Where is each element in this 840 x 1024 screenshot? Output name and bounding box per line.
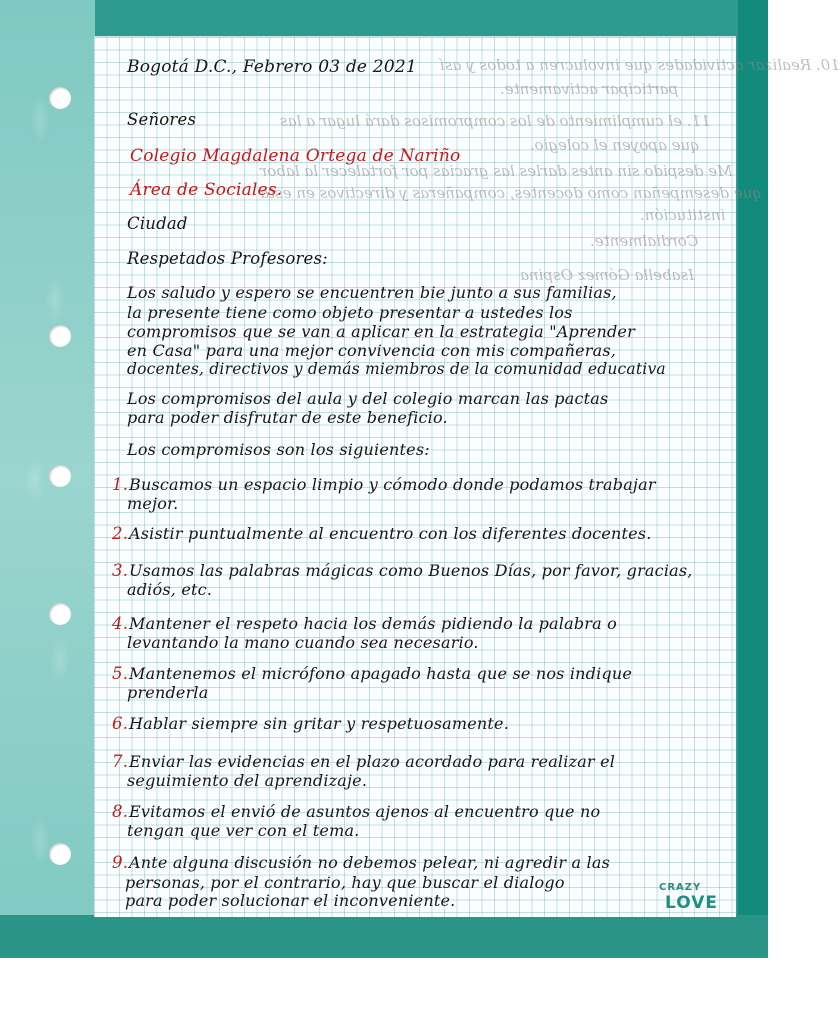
- binder-hole: [49, 325, 71, 347]
- letter-recipient-title: Señores: [127, 110, 197, 129]
- logo-line: LOVE: [665, 893, 718, 913]
- item-number: 3.: [112, 561, 129, 580]
- item-line: tengan que ver con el tema.: [127, 821, 360, 840]
- item-line: personas, por el contrario, hay que buscar el dialogo: [125, 873, 565, 892]
- intro-line: la presente tiene como objeto presentar a ustedes los: [127, 303, 573, 322]
- item-line: mejor.: [127, 494, 179, 513]
- pact-line: Los compromisos del aula y del colegio marcan las pactas: [127, 389, 609, 408]
- item-line: Mantenemos el micrófono apagado hasta que se nos indique: [129, 664, 633, 683]
- letter-city: Ciudad: [127, 214, 188, 233]
- item-line: Mantener el respeto hacia los demás pidiendo la palabra o: [129, 614, 617, 633]
- letter-school-name: Colegio Magdalena Ortega de Nariño: [130, 146, 461, 166]
- decorative-right-band: [738, 0, 768, 958]
- bleed-through-line: Cordialmente.: [590, 232, 699, 250]
- crazy-love-logo: [655, 880, 718, 918]
- bleed-through-line: Isabella Gómez Ospina: [520, 266, 695, 284]
- logo-line: CRAZY: [659, 882, 702, 893]
- item-line: Ante alguna discusión no debemos pelear, ni agredir a las: [129, 853, 611, 872]
- binder-hole: [49, 843, 71, 865]
- binder-hole: [49, 87, 71, 109]
- bleed-through-line: institución.: [640, 206, 726, 224]
- item-line: para poder solucionar el inconveniente.: [125, 891, 456, 910]
- item-number: 7.: [112, 752, 129, 771]
- pact-line: para poder disfrutar de este beneficio.: [127, 408, 448, 427]
- bleed-through-line: participar activamente.: [500, 80, 679, 98]
- intro-line: docentes, directivos y demás miembros de la comunidad educativa: [127, 360, 666, 378]
- item-line: Buscamos un espacio limpio y cómodo donde podamos trabajar: [129, 475, 656, 494]
- decorative-feather-band: [0, 0, 95, 958]
- letter-date: Bogotá D.C., Febrero 03 de 2021: [127, 57, 417, 77]
- letter-greeting: Respetados Profesores:: [127, 249, 328, 268]
- item-line: Hablar siempre sin gritar y respetuosamente.: [129, 714, 509, 733]
- intro-line: Los saludo y espero se encuentren bie junto a sus familias,: [127, 283, 617, 302]
- item-line: seguimiento del aprendizaje.: [127, 771, 368, 790]
- item-number: 2.: [112, 524, 129, 543]
- item-number: 8.: [112, 802, 129, 821]
- item-line: Evitamos el envió de asuntos ajenos al encuentro que no: [129, 802, 601, 821]
- binder-hole: [49, 603, 71, 625]
- item-line: levantando la mano cuando sea necesario.: [127, 633, 479, 652]
- bleed-through-line: que apoyen el colegio.: [530, 136, 700, 154]
- intro-line: en Casa" para una mejor convivencia con mis compañeras,: [127, 341, 617, 360]
- decorative-bottom-band: [0, 915, 768, 958]
- bleed-through-line: que desempeñan como docentes, compañeras y directivos en esta: [260, 184, 762, 202]
- bleed-through-line: Me despido sin antes darles las gracias por fortalecer la labor: [260, 162, 733, 180]
- letter-area: Área de Sociales.: [130, 180, 283, 200]
- item-line: Enviar las evidencias en el plazo acordado para realizar el: [129, 752, 616, 771]
- item-number: 9.: [112, 853, 129, 872]
- binder-hole: [49, 465, 71, 487]
- item-number: 4.: [112, 614, 129, 633]
- bleed-through-line: 10. Realizar actividades que involucren a todos y así: [440, 56, 840, 74]
- item-number: 6.: [112, 714, 129, 733]
- item-number: 5.: [112, 664, 129, 683]
- item-line: adiós, etc.: [127, 580, 213, 599]
- item-number: 1.: [112, 475, 129, 494]
- item-line: Asistir puntualmente al encuentro con los diferentes docentes.: [129, 524, 652, 543]
- item-line: Usamos las palabras mágicas como Buenos Días, por favor, gracias,: [129, 561, 693, 580]
- bleed-through-line: 11. el cumplimiento de los compromisos dará lugar a las: [280, 112, 711, 130]
- item-line: prenderla: [127, 683, 209, 702]
- intro-line: compromisos que se van a aplicar en la estrategia "Aprender: [127, 322, 635, 341]
- list-heading: Los compromisos son los siguientes:: [127, 440, 430, 459]
